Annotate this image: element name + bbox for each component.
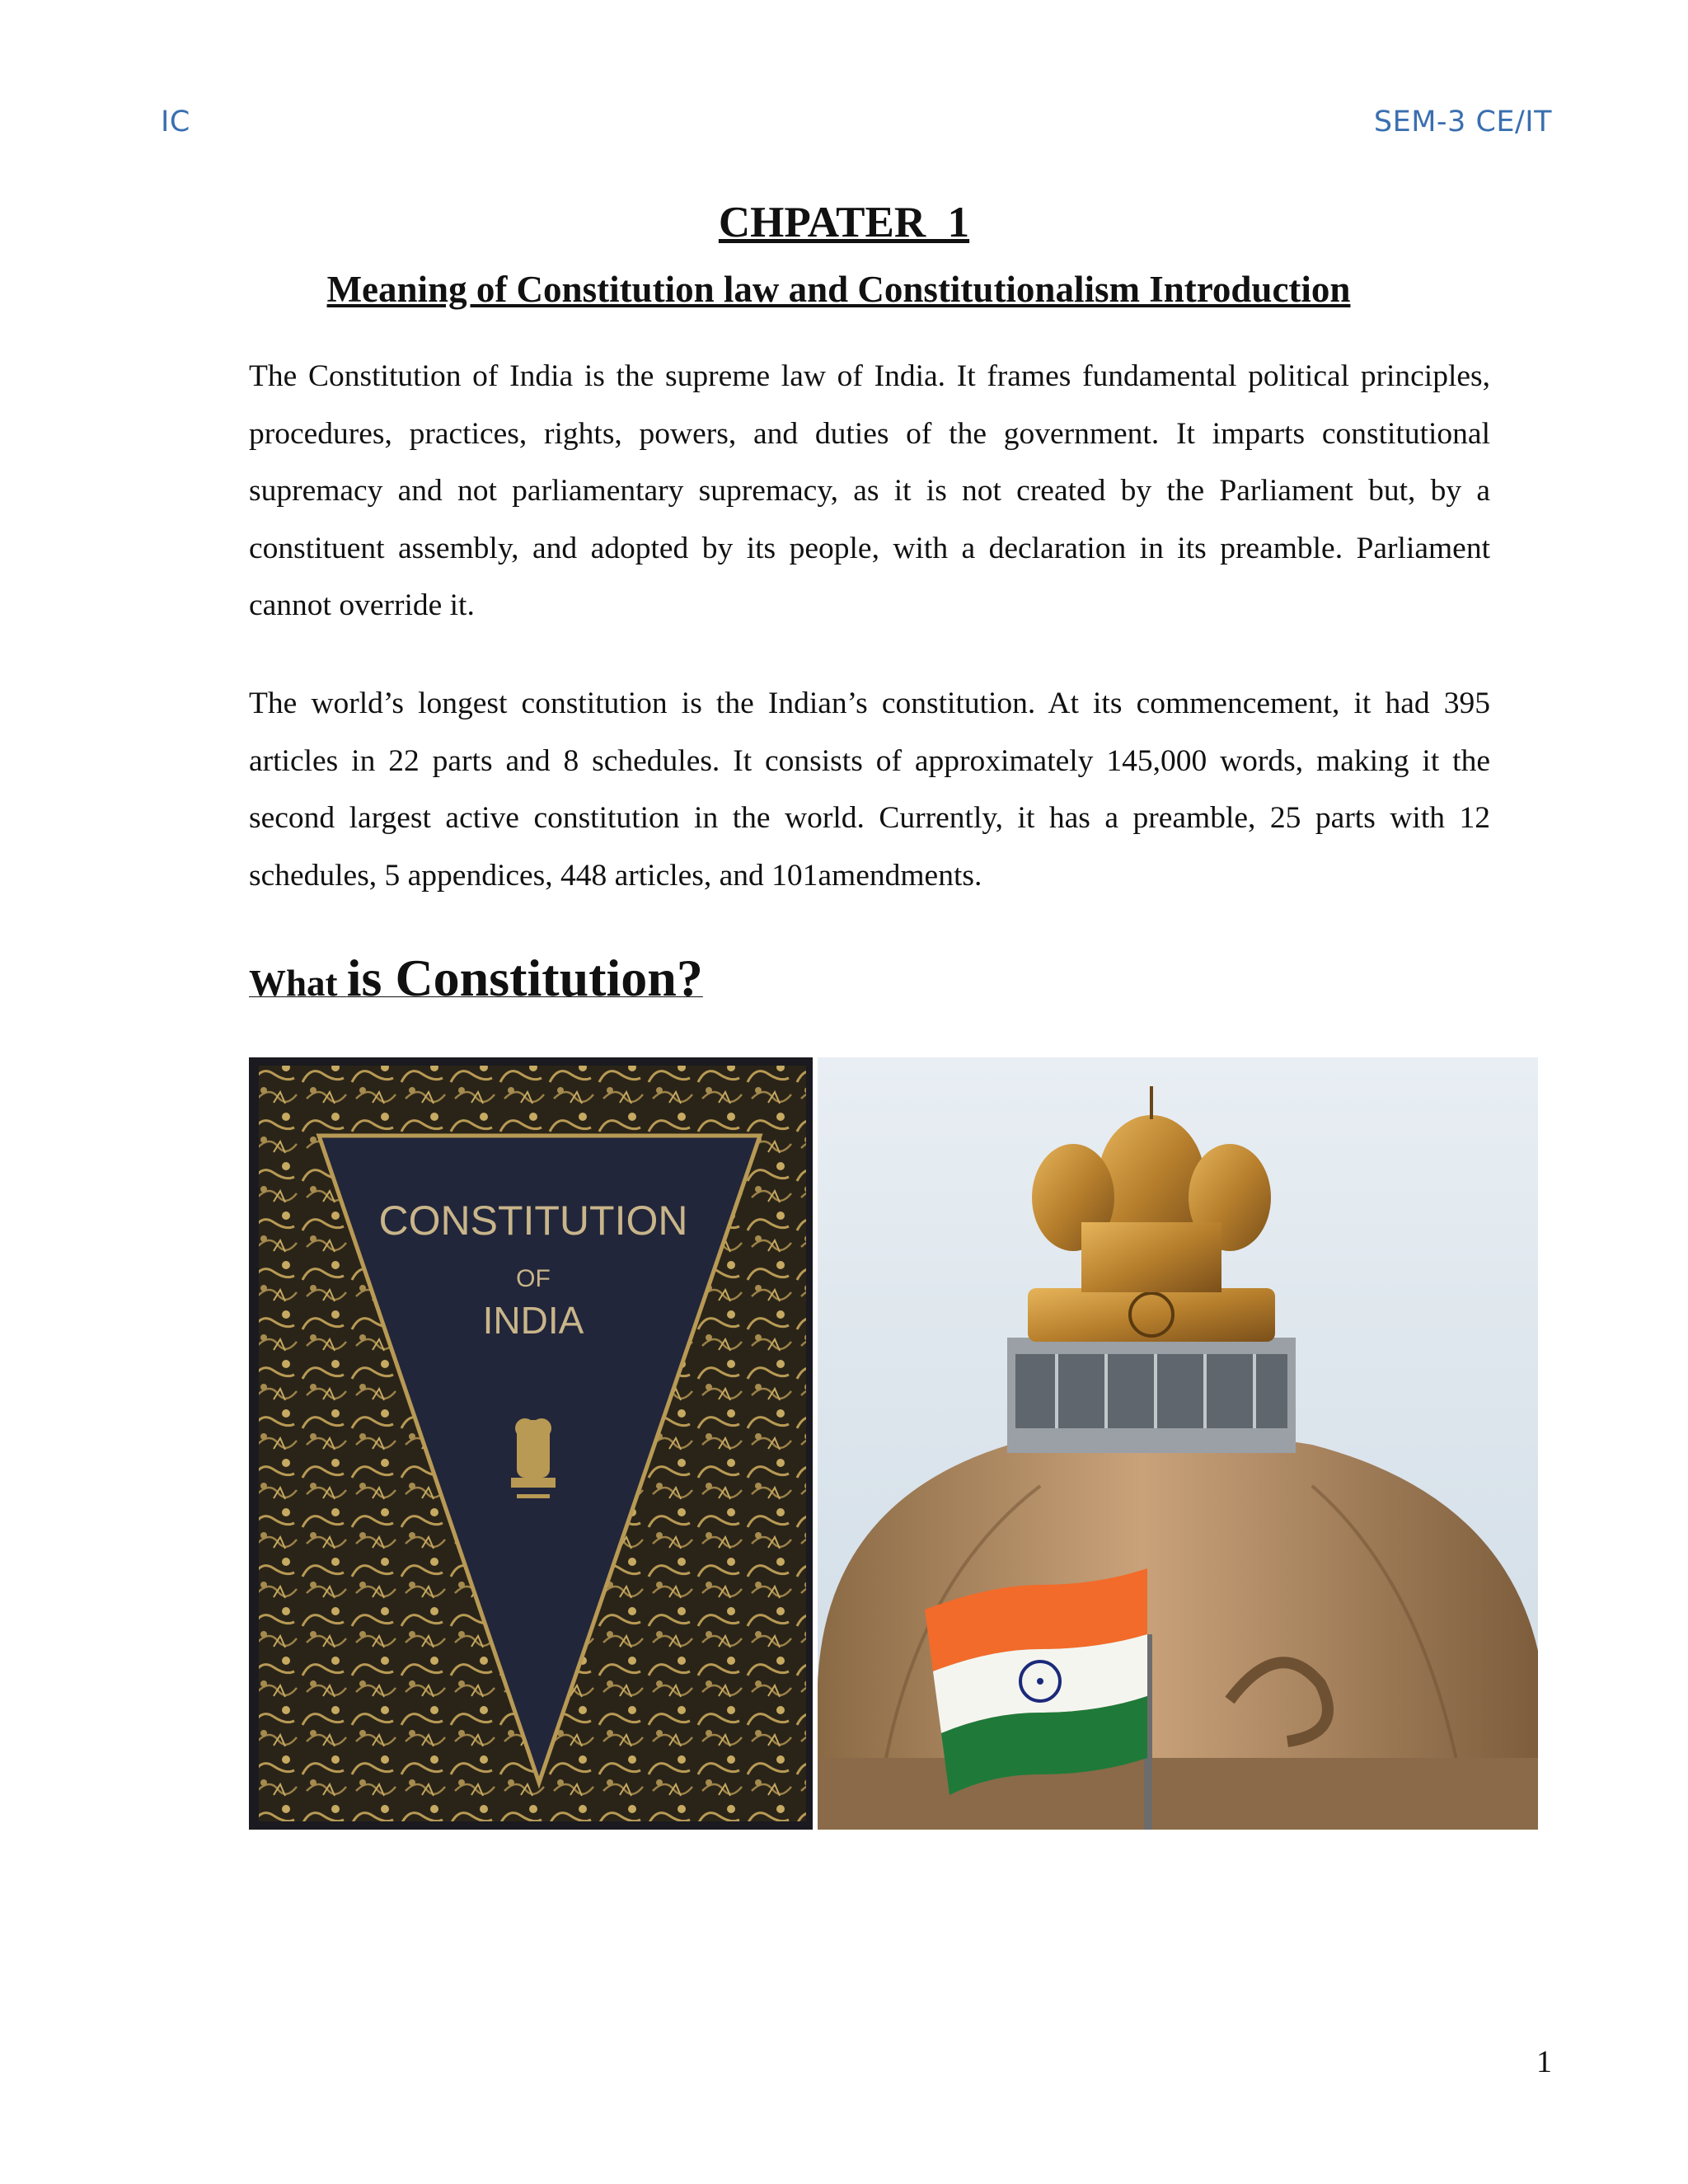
indian-flag-icon [925, 1568, 1147, 1795]
section-subtitle: Meaning of Constitution law and Constitutionalism Introduction [326, 269, 1351, 310]
book-cover-image [249, 1057, 813, 1830]
book-title-line2: OF [516, 1265, 551, 1292]
heading-word-what: What [249, 963, 347, 1004]
constitution-figure [249, 1057, 1538, 1830]
book-title-line1: CONSTITUTION [378, 1197, 688, 1244]
page-number: 1 [1536, 2045, 1552, 2079]
book-title-line3: INDIA [482, 1299, 584, 1342]
heading-words-is-constitution: is Constitution? [346, 949, 703, 1007]
header-left: IC [161, 105, 190, 138]
figure-illustration [249, 1057, 1538, 1830]
emblem-icon [511, 1418, 556, 1498]
paragraph-intro: The Constitution of India is the supreme law of India. It frames fundamental political principles, procedures, practices, rights, powers, and duties of the government. It imparts constitutional supremacy and not parliamentary supremacy, as it is not created by the Parliament but, by a constituent assembly, and adopted by its people, with a declaration in its preamble. Parliament cannot override it. [249, 359, 1490, 622]
dome-emblem-flag-image [818, 1057, 1538, 1830]
paragraph-longest-constitution: The world’s longest constitution is the Indian’s constitution. At its commencement, it had 395 articles in 22 parts and 8 schedules. It consists of approximately 145,000 words, making it the second largest active constitution in the world. Currently, it has a preamble, 25 parts with 12 schedules, 5 appendices, 448 articles, and 101amendments. [249, 687, 1490, 893]
header-right: SEM-3 CE/IT [1373, 105, 1552, 138]
chapter-title: CHPATER_1 [718, 199, 970, 246]
section-heading-what-is-constitution [249, 948, 703, 1009]
